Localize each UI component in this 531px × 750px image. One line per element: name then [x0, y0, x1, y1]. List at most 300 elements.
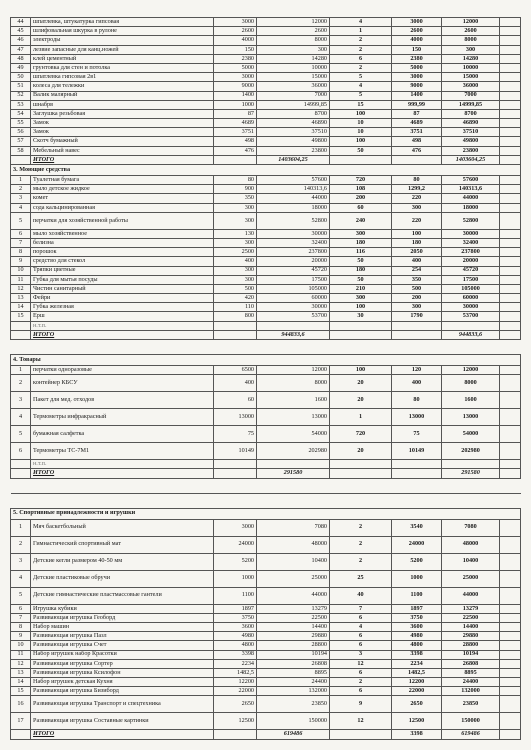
empty-cell	[500, 426, 521, 443]
item-unit-price: 13000	[392, 409, 442, 426]
item-quantity: 6	[330, 641, 392, 650]
item-quantity: 12	[330, 659, 392, 668]
item-quantity: 15	[330, 100, 392, 109]
spacer-row	[11, 493, 521, 508]
table-row	[11, 553, 521, 570]
item-name: Детские гимнастические пластмассовые гантели	[31, 587, 214, 604]
item-sum: 54000	[257, 426, 330, 443]
table-row	[11, 613, 521, 622]
empty-cell	[442, 460, 500, 469]
empty-cell	[330, 330, 392, 339]
row-number: 8	[11, 248, 31, 257]
item-name: лезвие запасные для канц.ножей	[31, 45, 214, 54]
row-number: 55	[11, 119, 31, 128]
item-name: Развивающая игрушка Пазл	[31, 632, 214, 641]
item-name: Фейри	[31, 294, 214, 303]
item-price: 12500	[214, 713, 257, 730]
item-name: клей цементный	[31, 54, 214, 63]
item-total: 13000	[442, 409, 500, 426]
table-row	[11, 146, 521, 155]
item-name: Чистин санитарный	[31, 284, 214, 293]
item-price: 2650	[214, 696, 257, 713]
item-total: 1600	[442, 392, 500, 409]
item-total: 37510	[442, 128, 500, 137]
item-sum: 20000	[257, 257, 330, 266]
item-unit-price: 2380	[392, 54, 442, 63]
item-price: 5000	[214, 63, 257, 72]
empty-cell	[500, 36, 521, 45]
item-sum: 49800	[257, 137, 330, 146]
empty-cell	[500, 18, 521, 27]
table-row	[11, 203, 521, 212]
item-price: 300	[214, 266, 257, 275]
item-sum: 57600	[257, 176, 330, 185]
empty-cell	[392, 460, 442, 469]
row-number: 48	[11, 54, 31, 63]
item-price: 110	[214, 303, 257, 312]
item-total: 22500	[442, 613, 500, 622]
row-number: 14	[11, 678, 31, 687]
item-sum: 202980	[257, 443, 330, 460]
item-unit-price: 3398	[392, 650, 442, 659]
item-quantity: 3	[330, 650, 392, 659]
empty-cell	[500, 687, 521, 696]
spacer-row	[11, 478, 521, 493]
item-unit-price: 120	[392, 366, 442, 375]
item-total: 8000	[442, 375, 500, 392]
item-total: 7000	[442, 91, 500, 100]
item-name: Гимнастический спортивный мат	[31, 536, 214, 553]
total-row	[11, 330, 521, 339]
item-sum: 132000	[257, 687, 330, 696]
item-unit-price: 10149	[392, 443, 442, 460]
item-name: Валик малярный	[31, 91, 214, 100]
item-quantity: 10	[330, 128, 392, 137]
item-total: 26808	[442, 659, 500, 668]
item-sum: 14400	[257, 622, 330, 631]
table-row	[11, 27, 521, 36]
table-row	[11, 275, 521, 284]
item-price: 498	[214, 137, 257, 146]
table-row	[11, 119, 521, 128]
item-unit-price: 3000	[392, 18, 442, 27]
item-unit-price: 4800	[392, 641, 442, 650]
total-unit-price	[392, 330, 442, 339]
total-label: ИТОГО	[31, 330, 214, 339]
item-price: 130	[214, 229, 257, 238]
table-row	[11, 443, 521, 460]
row-number: 1	[11, 366, 31, 375]
row-number: 58	[11, 146, 31, 155]
item-sum: 15000	[257, 73, 330, 82]
item-quantity: 6	[330, 668, 392, 677]
item-sum: 25000	[257, 570, 330, 587]
total-label: ИТОГО	[31, 155, 214, 164]
empty-cell	[11, 330, 31, 339]
item-quantity: 300	[330, 229, 392, 238]
empty-cell	[500, 248, 521, 257]
item-sum: 7000	[257, 91, 330, 100]
item-total: 48000	[442, 536, 500, 553]
item-quantity: 4	[330, 18, 392, 27]
empty-cell	[500, 303, 521, 312]
item-quantity: 10	[330, 119, 392, 128]
item-price: 400	[214, 257, 257, 266]
row-number: 14	[11, 303, 31, 312]
row-number: 13	[11, 294, 31, 303]
item-unit-price: 2234	[392, 659, 442, 668]
item-total: 44000	[442, 194, 500, 203]
item-total: 45720	[442, 266, 500, 275]
item-total: 150000	[442, 713, 500, 730]
item-sum: 23850	[257, 696, 330, 713]
item-price: 900	[214, 185, 257, 194]
table-row	[11, 185, 521, 194]
table-row	[11, 100, 521, 109]
item-quantity: 4	[330, 82, 392, 91]
item-price: 1000	[214, 570, 257, 587]
item-sum: 105000	[257, 284, 330, 293]
item-total: 202980	[442, 443, 500, 460]
empty-cell	[500, 109, 521, 118]
item-sum: 13279	[257, 604, 330, 613]
item-total: 23800	[442, 146, 500, 155]
item-total: 44000	[442, 587, 500, 604]
spacer-cell	[11, 493, 521, 508]
item-name: колеса для тележки	[31, 82, 214, 91]
row-number: 44	[11, 18, 31, 27]
item-total: 7080	[442, 519, 500, 536]
empty-cell	[11, 155, 31, 164]
empty-cell	[500, 266, 521, 275]
table-row	[11, 18, 521, 27]
item-quantity: 50	[330, 257, 392, 266]
item-quantity: 108	[330, 185, 392, 194]
item-unit-price: 4689	[392, 119, 442, 128]
item-sum: 10400	[257, 553, 330, 570]
total-overall: 619486	[442, 730, 500, 739]
empty-cell	[500, 536, 521, 553]
item-price: 1400	[214, 91, 257, 100]
item-name: Туалетная бумага	[31, 176, 214, 185]
item-quantity: 2	[330, 536, 392, 553]
empty-cell	[500, 73, 521, 82]
item-price: 476	[214, 146, 257, 155]
item-name: контейнер КБСУ	[31, 375, 214, 392]
empty-cell	[11, 321, 31, 330]
spacer-cell	[11, 340, 521, 355]
item-unit-price: 300	[392, 303, 442, 312]
item-name: шнабрв	[31, 100, 214, 109]
table-row	[11, 392, 521, 409]
row-number: 2	[11, 536, 31, 553]
item-price: 3398	[214, 650, 257, 659]
item-sum: 45720	[257, 266, 330, 275]
item-quantity: 300	[330, 294, 392, 303]
item-sum: 52800	[257, 212, 330, 229]
row-number: 1	[11, 176, 31, 185]
item-quantity: 210	[330, 284, 392, 293]
item-price: 22000	[214, 687, 257, 696]
item-sum: 12000	[257, 18, 330, 27]
item-name: Развивающая игрушка Счет	[31, 641, 214, 650]
section5	[11, 478, 521, 739]
item-total: 17500	[442, 275, 500, 284]
item-sum: 10000	[257, 63, 330, 72]
spacer-cell	[11, 478, 521, 493]
row-number: 17	[11, 713, 31, 730]
table-row	[11, 284, 521, 293]
item-total: 18000	[442, 203, 500, 212]
item-unit-price: 12200	[392, 678, 442, 687]
item-price: 12200	[214, 678, 257, 687]
item-quantity: 4	[330, 622, 392, 631]
item-price: 3000	[214, 73, 257, 82]
empty-cell	[500, 321, 521, 330]
item-unit-price: 80	[392, 392, 442, 409]
item-name: Замок	[31, 119, 214, 128]
empty-cell	[500, 146, 521, 155]
section-heading-row	[11, 508, 521, 519]
empty-cell	[500, 63, 521, 72]
empty-cell	[257, 321, 330, 330]
row-number: 10	[11, 266, 31, 275]
item-total: 8700	[442, 109, 500, 118]
item-sum: 17500	[257, 275, 330, 284]
item-unit-price: 1100	[392, 587, 442, 604]
item-price: 400	[214, 375, 257, 392]
row-number: 12	[11, 284, 31, 293]
item-total: 105000	[442, 284, 500, 293]
item-total: 300	[442, 45, 500, 54]
table-row	[11, 36, 521, 45]
table-row	[11, 650, 521, 659]
item-unit-price: 12500	[392, 713, 442, 730]
item-quantity: 30	[330, 312, 392, 321]
row-number: 51	[11, 82, 31, 91]
empty-cell	[500, 229, 521, 238]
item-total: 2600	[442, 27, 500, 36]
item-name: порошок	[31, 248, 214, 257]
table-row	[11, 668, 521, 677]
empty-cell	[500, 632, 521, 641]
section-heading-row	[11, 355, 521, 366]
item-unit-price: 300	[392, 203, 442, 212]
item-name: средство для стекол	[31, 257, 214, 266]
empty-cell	[500, 604, 521, 613]
item-price: 1100	[214, 587, 257, 604]
item-total: 10400	[442, 553, 500, 570]
item-price: 6500	[214, 366, 257, 375]
item-unit-price: 220	[392, 212, 442, 229]
item-name: перчатки для хозяйственной работы	[31, 212, 214, 229]
empty-cell	[500, 257, 521, 266]
item-quantity: 2	[330, 553, 392, 570]
row-number: 15	[11, 312, 31, 321]
item-sum: 26808	[257, 659, 330, 668]
item-quantity: 2	[330, 36, 392, 45]
item-unit-price: 999,99	[392, 100, 442, 109]
item-quantity: 240	[330, 212, 392, 229]
table-row	[11, 266, 521, 275]
item-unit-price: 180	[392, 238, 442, 247]
empty-cell	[500, 203, 521, 212]
item-name: Мяч баскетбольный	[31, 519, 214, 536]
empty-cell	[257, 460, 330, 469]
item-sum: 36000	[257, 82, 330, 91]
item-quantity: 2	[330, 519, 392, 536]
item-unit-price: 3751	[392, 128, 442, 137]
row-number: 10	[11, 641, 31, 650]
item-name: Ерш	[31, 312, 214, 321]
item-price: 9000	[214, 82, 257, 91]
item-name: Детские пластиковые обручи	[31, 570, 214, 587]
item-name: перчатки одноразовые	[31, 366, 214, 375]
empty-cell	[214, 155, 257, 164]
table-row	[11, 176, 521, 185]
empty-cell	[214, 730, 257, 739]
ntp-row	[11, 321, 521, 330]
item-total: 12000	[442, 366, 500, 375]
section2-tail	[11, 18, 521, 165]
empty-cell	[500, 366, 521, 375]
item-quantity: 20	[330, 443, 392, 460]
table-row	[11, 238, 521, 247]
item-sum: 13000	[257, 409, 330, 426]
table-row	[11, 632, 521, 641]
item-total: 30000	[442, 229, 500, 238]
total-label: ИТОГО	[31, 730, 214, 739]
empty-cell	[330, 155, 392, 164]
row-number: 9	[11, 632, 31, 641]
item-name: Набор игрушек набор Красотки	[31, 650, 214, 659]
item-name: Набор машин	[31, 622, 214, 631]
item-quantity: 1	[330, 409, 392, 426]
table-row	[11, 63, 521, 72]
item-sum: 48000	[257, 536, 330, 553]
item-unit-price: 2050	[392, 248, 442, 257]
item-unit-price: 400	[392, 257, 442, 266]
item-name: Пакет для мед. отходов	[31, 392, 214, 409]
item-quantity: 2	[330, 678, 392, 687]
ntp-row	[11, 460, 521, 469]
item-name: мыло детское жидкое	[31, 185, 214, 194]
table-row	[11, 604, 521, 613]
item-name: Развивающая игрушка Бизиборд	[31, 687, 214, 696]
table-row	[11, 82, 521, 91]
row-number: 5	[11, 426, 31, 443]
item-price: 10149	[214, 443, 257, 460]
item-quantity: 720	[330, 426, 392, 443]
empty-cell	[11, 460, 31, 469]
item-unit-price: 4000	[392, 36, 442, 45]
item-price: 87	[214, 109, 257, 118]
item-price: 1897	[214, 604, 257, 613]
item-quantity: 2	[330, 45, 392, 54]
ntp-label: н.т.п.	[31, 321, 214, 330]
item-total: 30000	[442, 303, 500, 312]
table-row	[11, 366, 521, 375]
empty-cell	[500, 650, 521, 659]
item-price: 300	[214, 275, 257, 284]
table-row	[11, 73, 521, 82]
item-unit-price: 3000	[392, 73, 442, 82]
row-number: 2	[11, 185, 31, 194]
item-quantity: 40	[330, 587, 392, 604]
item-total: 14280	[442, 54, 500, 63]
item-sum: 8000	[257, 36, 330, 45]
empty-cell	[500, 312, 521, 321]
item-unit-price: 200	[392, 294, 442, 303]
empty-cell	[500, 27, 521, 36]
item-quantity: 5	[330, 73, 392, 82]
table-row	[11, 229, 521, 238]
item-unit-price: 2650	[392, 696, 442, 713]
table-row	[11, 587, 521, 604]
item-quantity: 7	[330, 604, 392, 613]
item-price: 24000	[214, 536, 257, 553]
item-total: 60000	[442, 294, 500, 303]
item-quantity: 180	[330, 266, 392, 275]
row-number: 57	[11, 137, 31, 146]
empty-cell	[214, 330, 257, 339]
empty-cell	[500, 641, 521, 650]
item-name: шпатлевка, штукатурка гипсовая	[31, 18, 214, 27]
total-sum: 619486	[257, 730, 330, 739]
item-total: 28800	[442, 641, 500, 650]
item-price: 4980	[214, 632, 257, 641]
item-total: 54000	[442, 426, 500, 443]
item-total: 36000	[442, 82, 500, 91]
item-price: 350	[214, 194, 257, 203]
item-price: 300	[214, 212, 257, 229]
empty-cell	[500, 375, 521, 392]
row-number: 54	[11, 109, 31, 118]
total-overall: 291580	[442, 469, 500, 478]
row-number: 3	[11, 392, 31, 409]
item-price: 3600	[214, 622, 257, 631]
item-unit-price: 1897	[392, 604, 442, 613]
item-unit-price: 1482,5	[392, 668, 442, 677]
item-name: Набор игрушек детская Кухня	[31, 678, 214, 687]
table-row	[11, 678, 521, 687]
item-name: грунтовка для стен и потолка	[31, 63, 214, 72]
total-row	[11, 730, 521, 739]
empty-cell	[392, 321, 442, 330]
table-row	[11, 696, 521, 713]
row-number: 46	[11, 36, 31, 45]
section4	[11, 340, 521, 479]
item-name: сода кальцинированная	[31, 203, 214, 212]
item-quantity: 60	[330, 203, 392, 212]
item-price: 150	[214, 45, 257, 54]
spacer-row	[11, 340, 521, 355]
item-quantity: 6	[330, 54, 392, 63]
empty-cell	[500, 392, 521, 409]
item-unit-price: 80	[392, 176, 442, 185]
table-row	[11, 659, 521, 668]
table-row	[11, 312, 521, 321]
section-title: 5. Спортивные принадлежности и игрушки	[11, 508, 521, 519]
empty-cell	[500, 696, 521, 713]
row-number: 6	[11, 443, 31, 460]
item-total: 14999,85	[442, 100, 500, 109]
item-price: 1000	[214, 100, 257, 109]
item-name: Детские кегли размером 40-50 мм	[31, 553, 214, 570]
total-unit-price	[392, 469, 442, 478]
item-unit-price: 3750	[392, 613, 442, 622]
empty-cell	[500, 553, 521, 570]
